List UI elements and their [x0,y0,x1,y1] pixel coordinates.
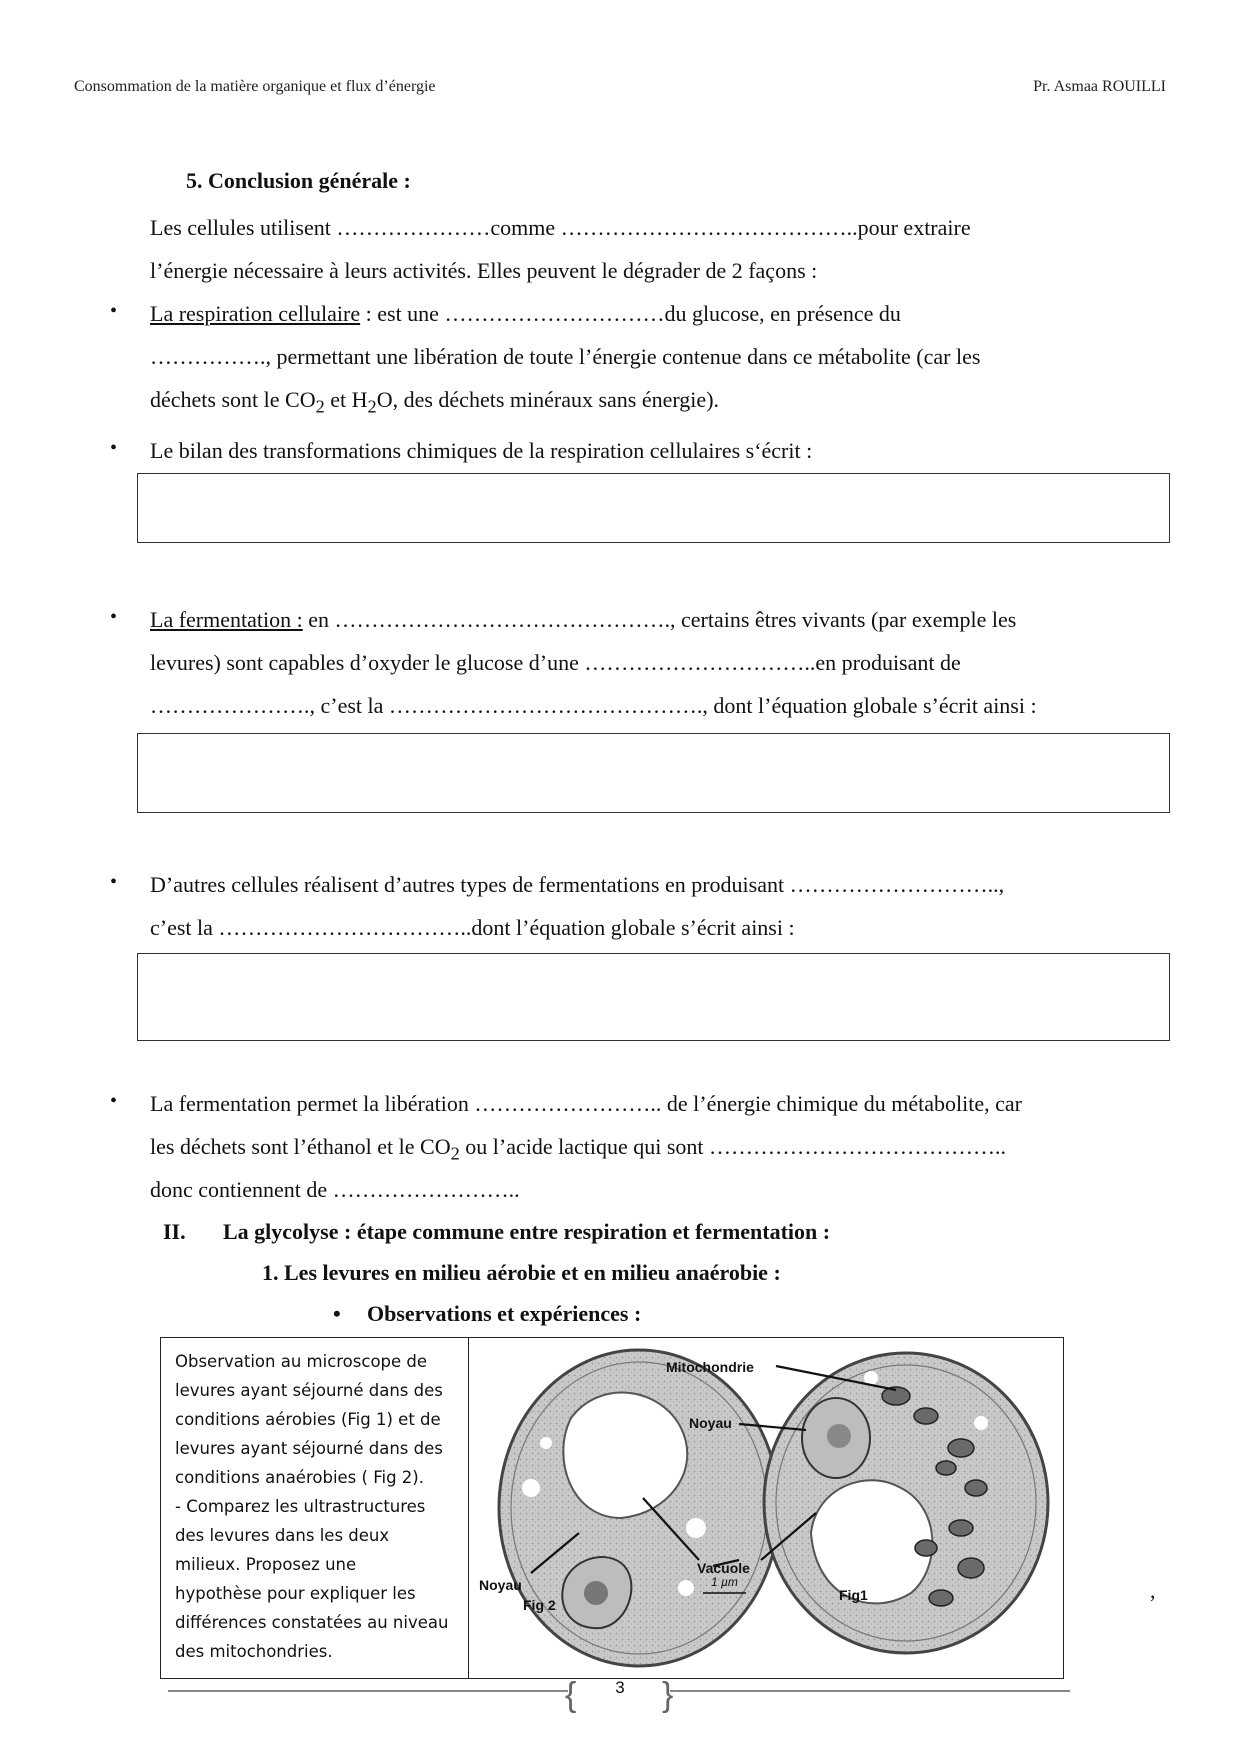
liberation-line-1: La fermentation permet la libération …………………….. de l’énergie chimique du métabolite, car [150,1091,1022,1116]
bullet-liberation: • [110,1090,118,1112]
label-noyau-right: Noyau [689,1415,732,1431]
footer-rule-left [168,1690,568,1692]
caption-line: hypothèse pour expliquer les [175,1584,416,1603]
figure-caption [161,1338,469,1678]
trailing-comma: , [1150,1578,1156,1603]
liberation-line-2: les déchets sont l’éthanol et le $CO_2$ ou l’acide lactique qui sont ………………………………….. [150,1134,1007,1164]
observations-title: Observations et expériences : [367,1301,642,1326]
label-scale: 1 µm [711,1575,738,1589]
caption-line: levures ayant séjourné dans des [175,1381,443,1400]
answer-box-autres[interactable] [137,953,1170,1041]
bilan-text: Le bilan des transformations chimiques de la respiration cellulaires s‘écrit : [150,438,813,463]
caption-line: des levures dans les deux [175,1526,390,1545]
caption-line: Observation au microscope de [175,1352,428,1371]
caption-line: conditions aérobies (Fig 1) et de [175,1410,441,1429]
caption-line: différences constatées au niveau [175,1613,449,1632]
bullet-bilan: • [110,437,118,459]
caption-line: conditions anaérobies ( Fig 2). [175,1468,424,1487]
caption-line: levures ayant séjourné dans des [175,1439,443,1458]
sub-bullet: • [333,1301,341,1326]
section-2-number: II. [163,1219,186,1244]
fermentation-label: La fermentation : [150,607,303,632]
section-2-title: La glycolyse : étape commune entre respiration et fermentation : [223,1219,831,1244]
respiration-text-1: : est une …………………………du glucose, en présence du [360,301,901,326]
bullet-autres: • [110,871,118,893]
caption-line: - Comparez les ultrastructures [175,1497,426,1516]
cell-fig1 [764,1353,1048,1653]
label-mitochondrie: Mitochondrie [666,1359,754,1375]
respiration-line-3: déchets sont le $CO_2$ et $H_2O$, des déchets minéraux sans énergie). [150,387,720,417]
autres-line-2: c’est la ……………………………..dont l’équation globale s’écrit ainsi : [150,915,795,940]
fermentation-line-3: …………………., c’est la ……………………………………., dont l’équation globale s’écrit ainsi : [150,693,1037,718]
respiration-label: La respiration cellulaire [150,301,361,326]
section-5-title: 5. Conclusion générale : [186,168,411,193]
intro-line-1: Les cellules utilisent …………………comme …………………………………..pour extraire [150,215,971,240]
header-right: Pr. Asmaa ROUILLI [1033,78,1166,95]
header-left: Consommation de la matière organique et flux d’énergie [74,78,436,95]
label-fig1: Fig1 [839,1587,868,1603]
label-vacuole: Vacuole [697,1560,750,1576]
caption-line: des mitochondries. [175,1642,333,1661]
caption-line: milieux. Proposez une [175,1555,357,1574]
answer-box-fermentation[interactable] [137,733,1170,813]
cell-fig2 [499,1350,779,1666]
label-fig2: Fig 2 [523,1597,556,1613]
autres-line-1: D’autres cellules réalisent d’autres types de fermentations en produisant ……………………….., [150,872,1005,897]
page-number: 3 [615,1678,625,1697]
figure-frame [160,1337,1064,1679]
footer-brace-right: } [662,1676,674,1714]
yeast-micrograph-figure [471,1338,1063,1678]
label-noyau-left: Noyau [479,1577,522,1593]
fermentation-line-2: levures) sont capables d’oxyder le glucose d’une …………………………..en produisant de [150,650,961,675]
respiration-line-2: ……………., permettant une libération de toute l’énergie contenue dans ce métabolite (car les [150,344,981,369]
bullet-respiration: • [110,300,118,322]
respiration-line-1 [150,292,1167,335]
fermentation-line-1: La fermentation : en ………………………………………., certains êtres vivants (par exemple les [150,607,1017,632]
liberation-line-3: donc contiennent de …………………….. [150,1177,520,1202]
answer-box-respiration[interactable] [137,473,1170,543]
footer-rule-right [670,1690,1070,1692]
bullet-fermentation: • [110,606,118,628]
footer-brace-left: { [565,1676,577,1714]
subsection-1-title: 1. Les levures en milieu aérobie et en milieu anaérobie : [262,1260,781,1285]
intro-line-2: l’énergie nécessaire à leurs activités. Elles peuvent le dégrader de 2 façons : [150,258,818,283]
